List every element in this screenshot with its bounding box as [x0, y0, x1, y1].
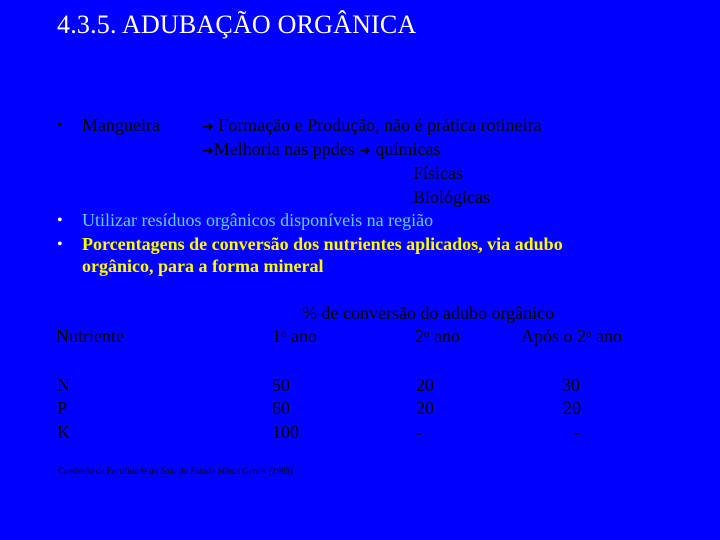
col-header-apos: Após o 2$^o$ ano: [521, 326, 623, 346]
table-cell-nutriente: P: [57, 398, 68, 418]
mangueira-line1: [202, 114, 542, 138]
table-cell-ano1: 50: [272, 375, 290, 395]
arrow-right-icon: ➔: [359, 143, 371, 159]
mangueira-line2-a: Melhoria nas ppdes: [213, 139, 355, 159]
bullet-marker: •: [57, 236, 63, 253]
table-cell-ano1: 100: [272, 422, 299, 442]
mangueira-label: Mangueira: [82, 115, 160, 135]
table-cell-apos: 20: [563, 398, 581, 418]
page-title: 4.3.5. ADUBAÇÃO ORGÂNICA: [57, 10, 417, 39]
table-group-header: % de conversão do adubo orgânico: [302, 303, 555, 323]
table-cell-ano2: -: [416, 422, 422, 442]
residuos-text: Utilizar resíduos orgânicos disponíveis na região: [82, 210, 434, 230]
table-cell-ano2: 20: [416, 375, 434, 395]
table-cell-ano2: 20: [416, 398, 434, 418]
source-citation: Comissão de Fertilidade do Solo do Estado Minas Gerais (1989): [58, 466, 293, 476]
col-header-nutriente: Nutriente: [56, 326, 124, 346]
arrow-right-icon: ➔: [202, 143, 214, 159]
table-cell-nutriente: N: [57, 375, 70, 395]
porcentagens-line2: orgânico, para a forma mineral: [82, 256, 324, 276]
bullet-marker: •: [57, 117, 63, 134]
mangueira-line4: Biológicas: [413, 187, 490, 207]
col-header-ano2: 2$^o$ ano: [415, 326, 460, 346]
table-cell-ano1: 60: [272, 398, 290, 418]
porcentagens-line1: Porcentagens de conversão dos nutrientes aplicados, via adubo: [82, 234, 563, 254]
mangueira-line1-text: Formação e Produção, não é prática rotineira: [218, 115, 542, 135]
mangueira-line2-b: químicas: [375, 139, 441, 159]
arrow-right-icon: ➔: [202, 119, 214, 135]
col-header-ano1: 1$^o$ ano: [272, 326, 317, 346]
mangueira-line2: [202, 138, 440, 162]
table-cell-nutriente: K: [57, 422, 70, 442]
bullet-marker: •: [57, 212, 63, 229]
mangueira-line3: Físicas: [413, 163, 464, 183]
table-cell-apos: 30: [562, 375, 580, 395]
table-cell-apos: -: [574, 422, 580, 442]
